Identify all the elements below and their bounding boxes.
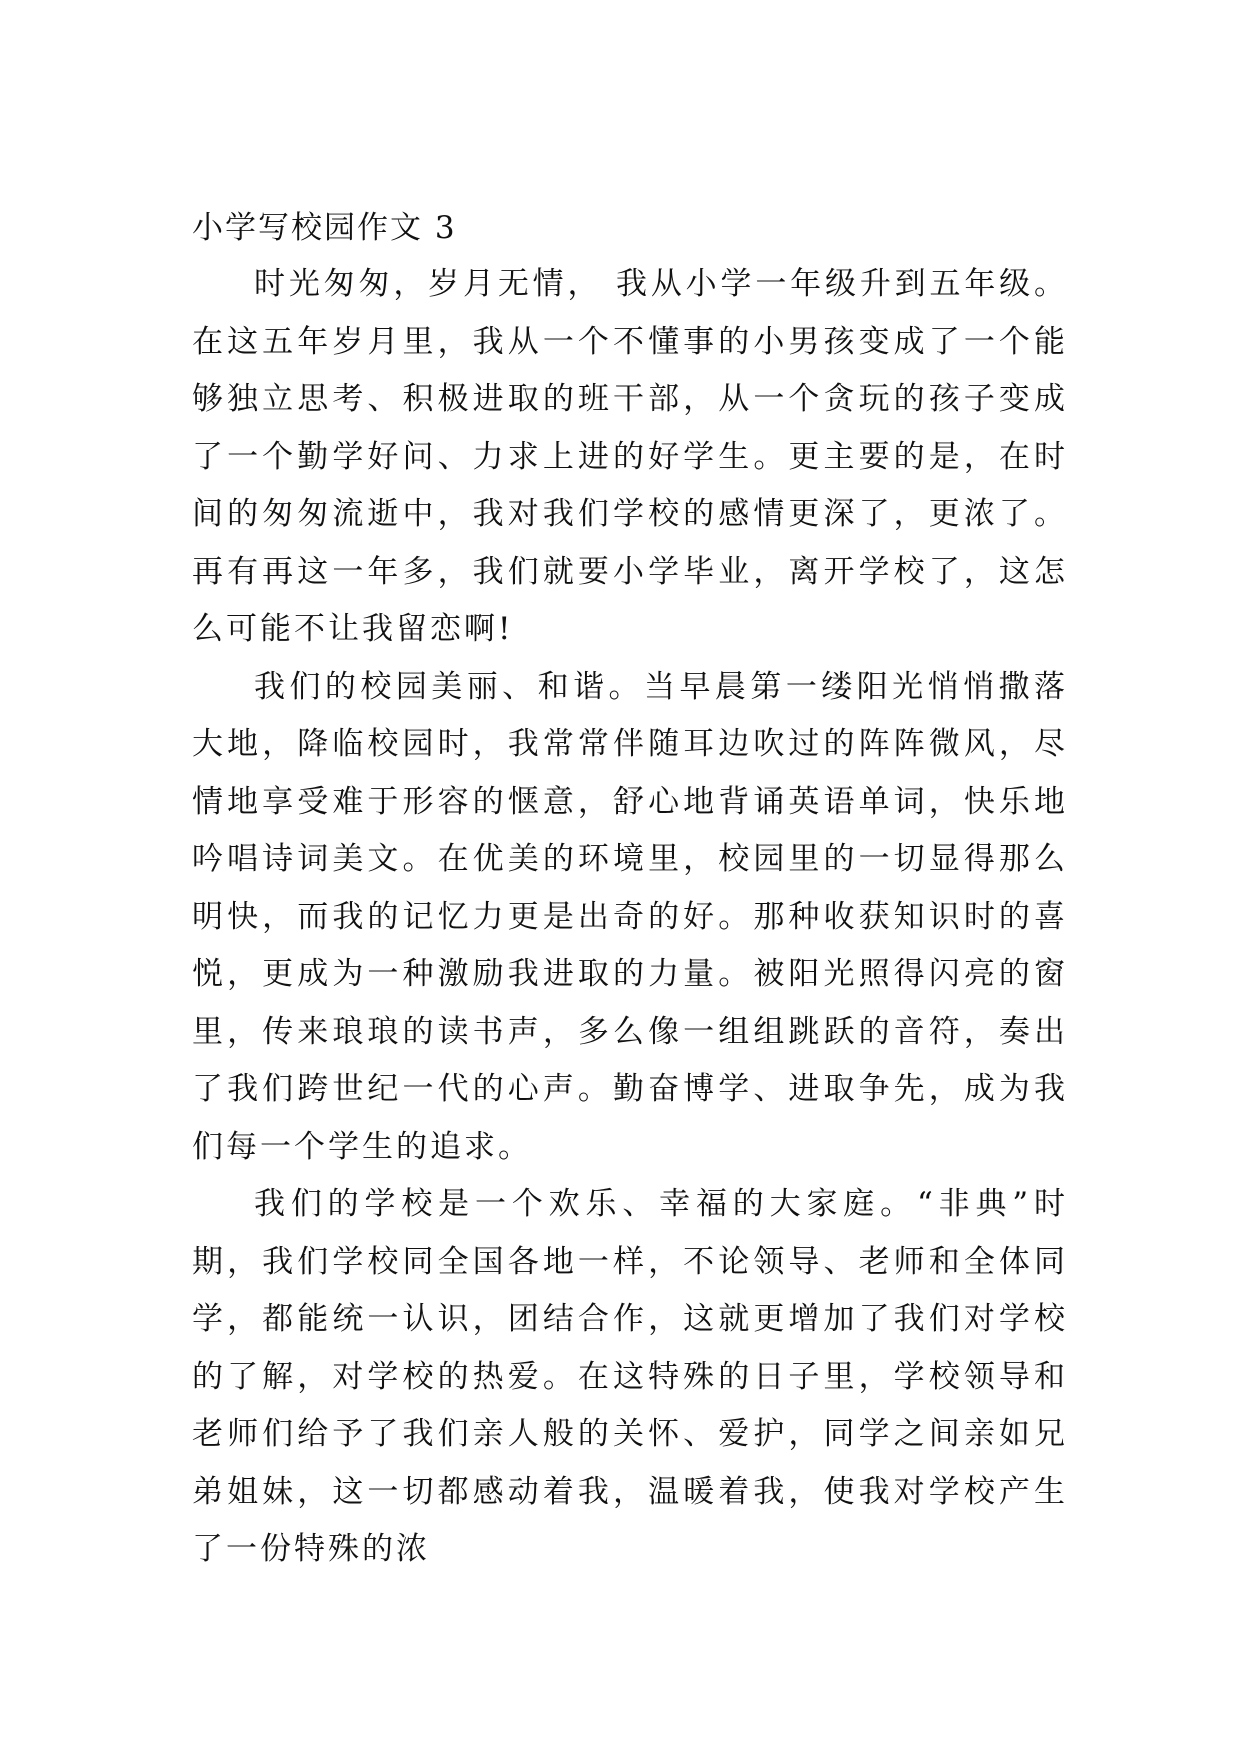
- paragraph-1: 时光匆匆，岁月无情， 我从小学一年级升到五年级。在这五年岁月里，我从一个不懂事的小男孩变成了一个能够独立思考、积极进取的班干部，从一个贪玩的孩子变成了一个勤学好问、力求上进的好学生。更主要的是，在时间的匆匆流逝中，我对我们学校的感情更深了，更浓了。再有再这一年多，我们就要小学毕业，离开学校了，这怎么可能不让我留恋啊!: [192, 266, 1068, 647]
- document-title: 小学写校园作文 3: [192, 210, 457, 246]
- paragraph-2: 我们的校园美丽、和谐。当早晨第一缕阳光悄悄撒落大地，降临校园时，我常常伴随耳边吹过的阵阵微风，尽情地享受难于形容的惬意，舒心地背诵英语单词，快乐地吟唱诗词美文。在优美的环境里，校园里的一切显得那么明快，而我的记忆力更是出奇的好。那种收获知识时的喜悦，更成为一种激励我进取的力量。被阳光照得闪亮的窗里，传来琅琅的读书声，多么像一组组跳跃的音符，奏出了我们跨世纪一代的心声。勤奋博学、进取争先，成为我们每一个学生的追求。: [192, 668, 1068, 1165]
- paragraph-3: 我们的学校是一个欢乐、幸福的大家庭。“非典”时期，我们学校同全国各地一样，不论领导、老师和全体同学，都能统一认识，团结合作，这就更增加了我们对学校的了解，对学校的热爱。在这特殊的日子里，学校领导和老师们给予了我们亲人般的关怀、爱护，同学之间亲如兄弟姐妹，这一切都感动着我，温暖着我，使我对学校产生了一份特殊的浓: [192, 1186, 1068, 1567]
- document-page: [192, 200, 1068, 1579]
